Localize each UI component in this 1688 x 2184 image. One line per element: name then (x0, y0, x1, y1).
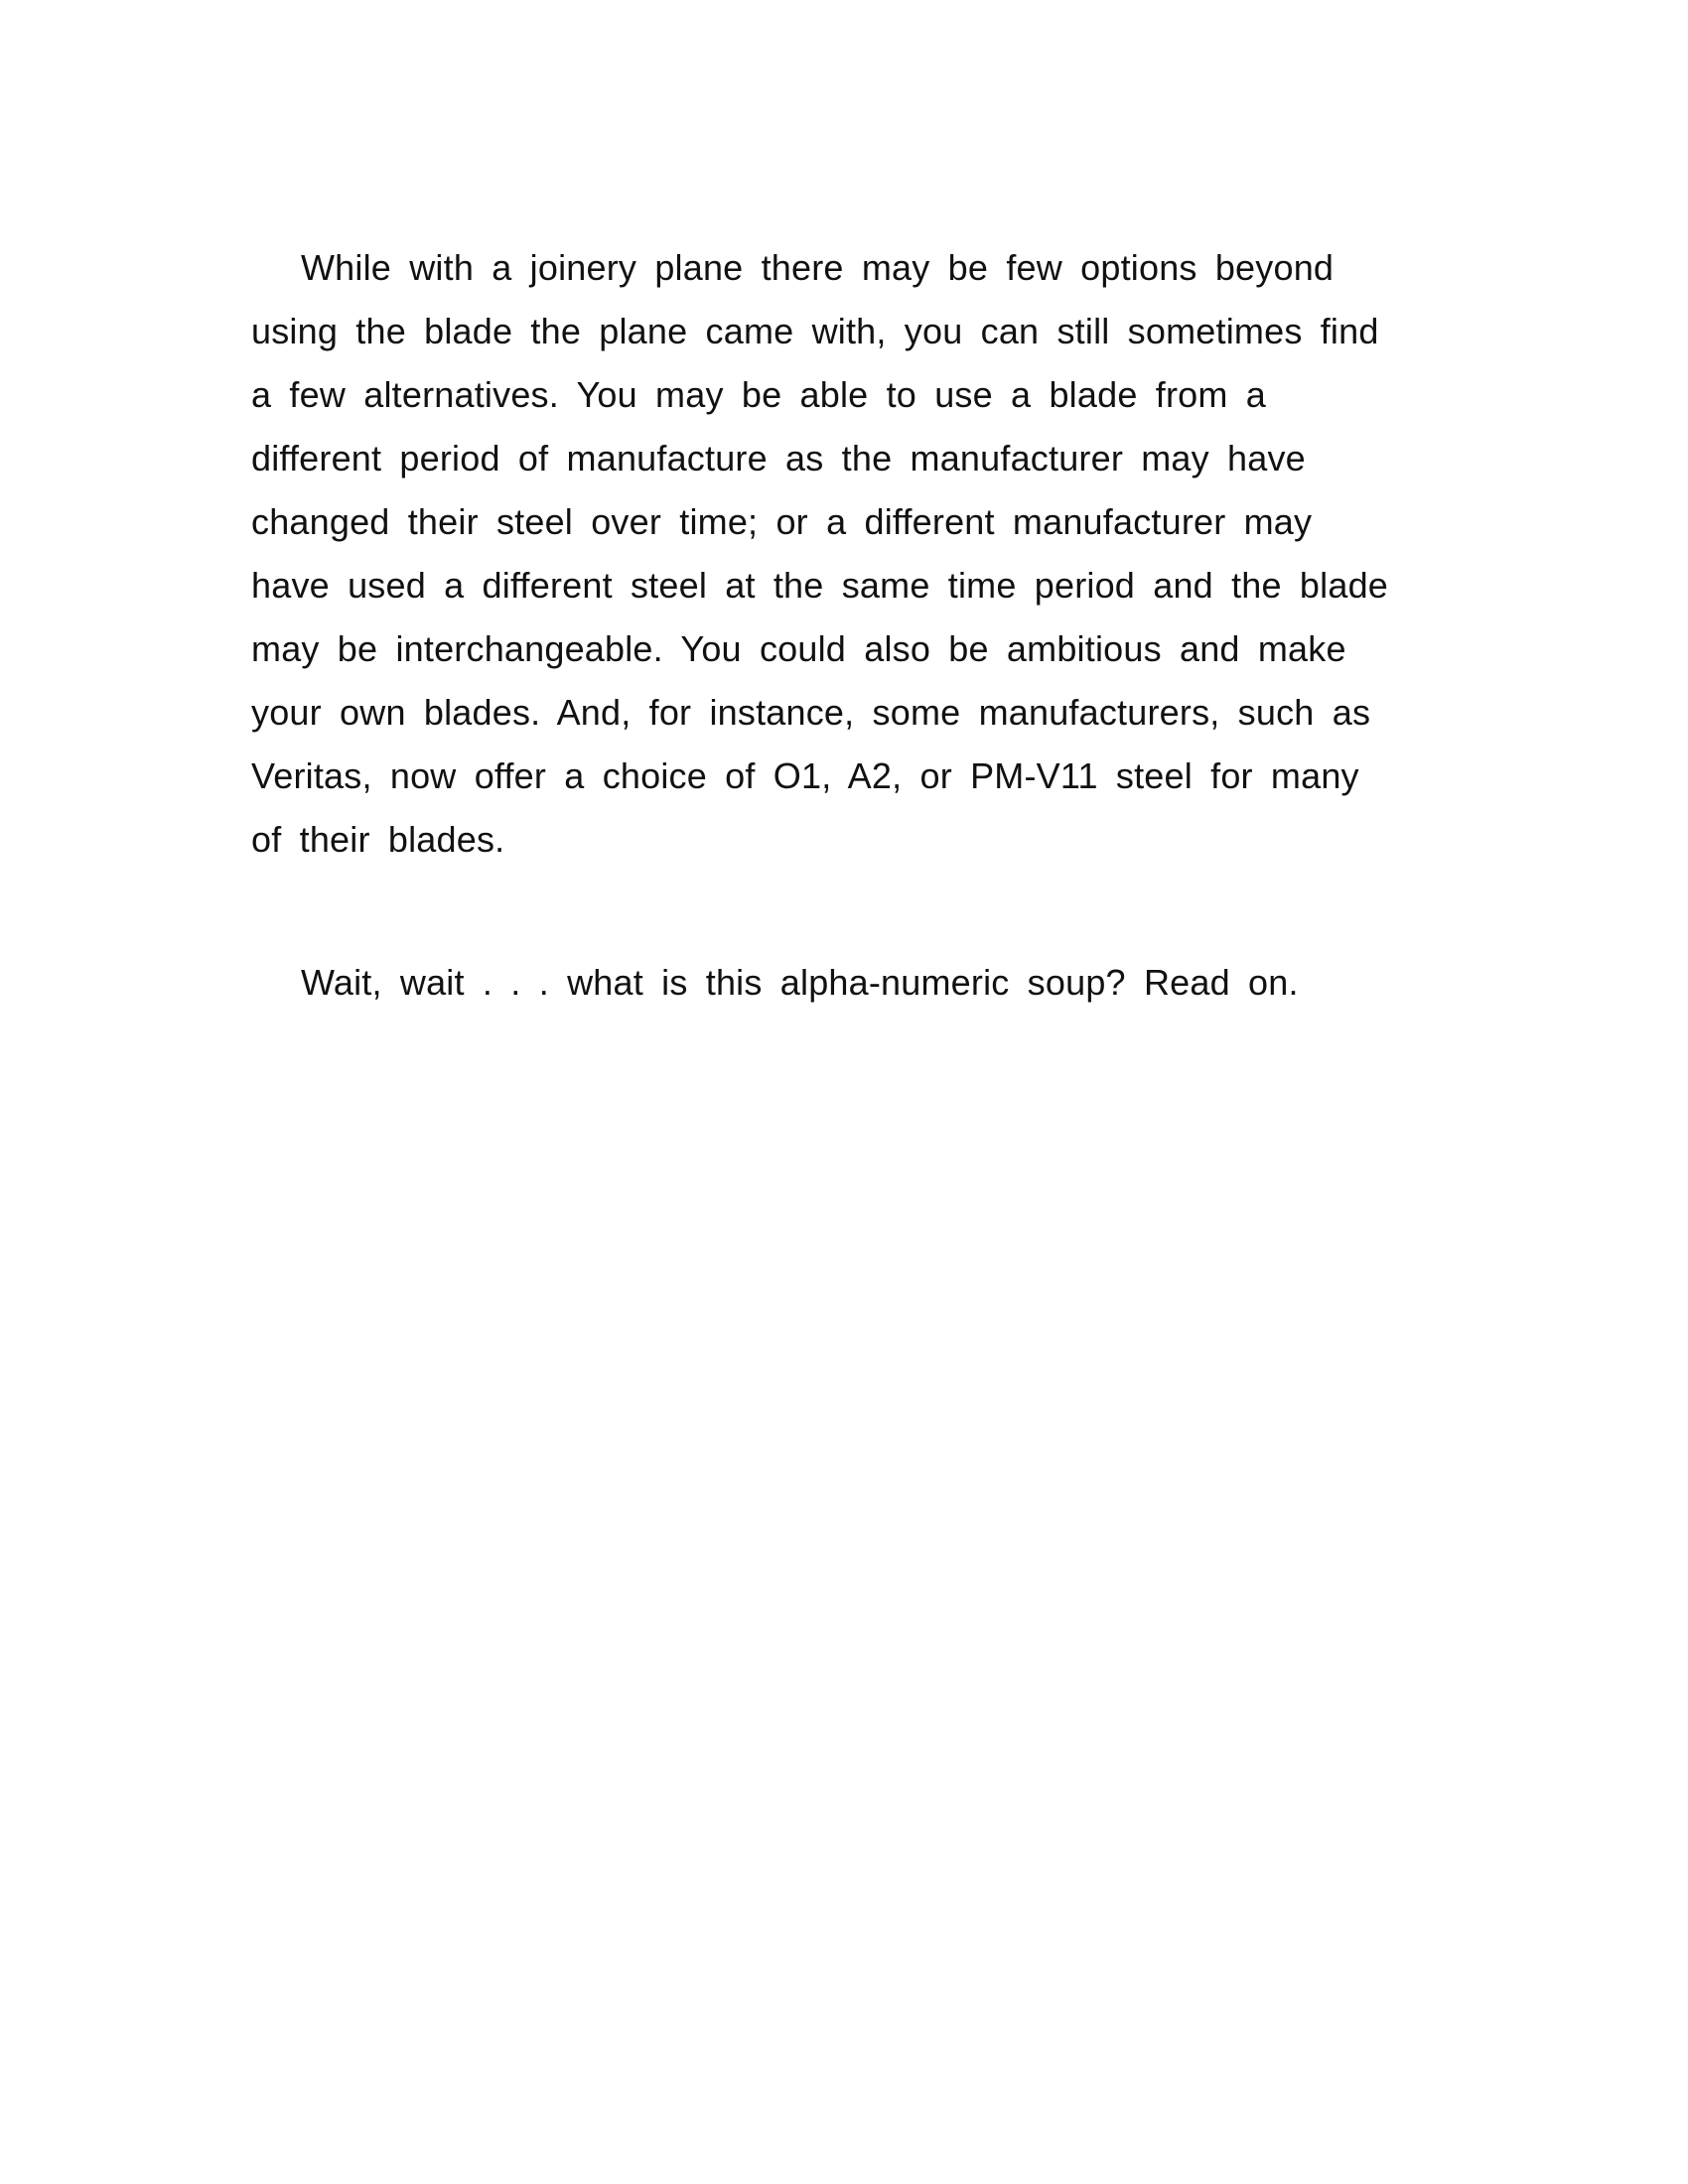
text-line: changed their steel over time; or a different manufacturer may (251, 501, 1313, 542)
text-line: Wait, wait . . . what is this alpha-numeric soup? Read on. (301, 962, 1299, 1003)
text-line: a few alternatives. You may be able to use a blade from a (251, 374, 1266, 415)
text-line: have used a different steel at the same time period and the blade (251, 565, 1389, 606)
text-line: may be interchangeable. You could also be ambitious and make (251, 628, 1346, 669)
paragraph-2 (251, 951, 1443, 1015)
paragraph-1 (251, 236, 1443, 872)
text-line: using the blade the plane came with, you can still sometimes find (251, 311, 1379, 351)
text-line: Veritas, now offer a choice of O1, A2, or PM-V11 steel for many (251, 755, 1359, 796)
body-text (251, 236, 1443, 1015)
paragraph-spacer (251, 872, 1443, 951)
text-line: your own blades. And, for instance, some manufacturers, such as (251, 692, 1371, 733)
text-line: of their blades. (251, 819, 505, 860)
text-line: different period of manufacture as the manufacturer may have (251, 438, 1306, 478)
text-line: While with a joinery plane there may be few options beyond (301, 247, 1335, 288)
